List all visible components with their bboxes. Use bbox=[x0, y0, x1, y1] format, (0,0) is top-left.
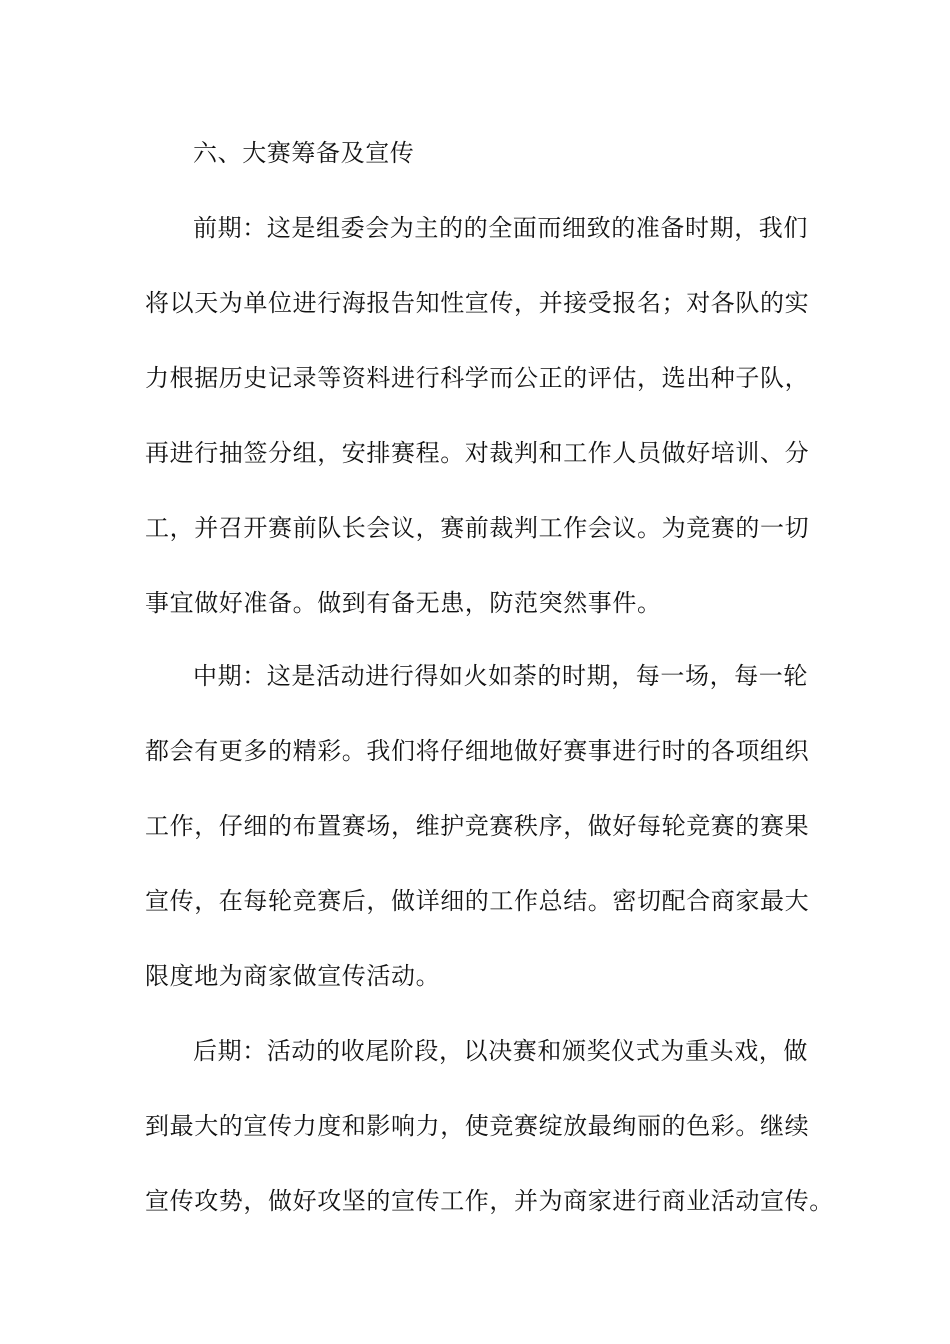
paragraph-line: 将以天为单位进行海报告知性宣传，并接受报名；对各队的实 bbox=[145, 289, 810, 317]
section-heading: 六、大赛筹备及宣传 bbox=[193, 139, 415, 167]
paragraph-line: 力根据历史记录等资料进行科学而公正的评估，选出种子队， bbox=[145, 364, 810, 392]
paragraph-line: 到最大的宣传力度和影响力，使竞赛绽放最绚丽的色彩。继续 bbox=[145, 1112, 810, 1140]
paragraph-line: 事宜做好准备。做到有备无患，防范突然事件。 bbox=[145, 589, 662, 617]
paragraph-line: 后期：活动的收尾阶段，以决赛和颁奖仪式为重头戏，做 bbox=[193, 1037, 808, 1065]
paragraph-line: 宣传攻势，做好攻坚的宣传工作，并为商家进行商业活动宣传。 bbox=[145, 1187, 834, 1215]
paragraph-line: 工作，仔细的布置赛场，维护竞赛秩序，做好每轮竞赛的赛果 bbox=[145, 812, 810, 840]
paragraph-line: 前期：这是组委会为主的的全面而细致的准备时期，我们 bbox=[193, 214, 808, 242]
paragraph-line: 都会有更多的精彩。我们将仔细地做好赛事进行时的各项组织 bbox=[145, 737, 810, 765]
paragraph-line: 限度地为商家做宣传活动。 bbox=[145, 962, 441, 990]
paragraph-line: 宣传，在每轮竞赛后，做详细的工作总结。密切配合商家最大 bbox=[145, 887, 810, 915]
paragraph-line: 中期：这是活动进行得如火如荼的时期，每一场，每一轮 bbox=[193, 662, 808, 690]
paragraph-line: 工，并召开赛前队长会议，赛前裁判工作会议。为竞赛的一切 bbox=[145, 514, 810, 542]
paragraph-line: 再进行抽签分组，安排赛程。对裁判和工作人员做好培训、分 bbox=[145, 439, 810, 467]
